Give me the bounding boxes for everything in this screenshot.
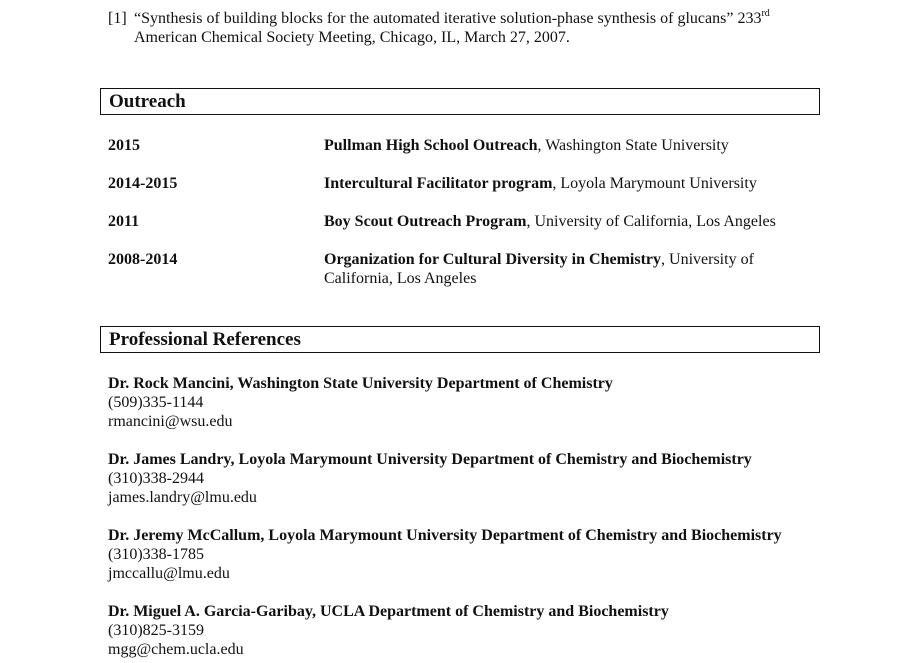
- outreach-institution: , University of California, Los Angeles: [526, 213, 776, 230]
- reference-name: Dr. Jeremy McCallum, Loyola Marymount University Department of Chemistry and Biochemistry: [108, 527, 782, 544]
- reference-entry: [108, 450, 848, 507]
- outreach-program: Organization for Cultural Diversity in Chemistry: [324, 251, 662, 268]
- outreach-program: Intercultural Facilitator program: [324, 175, 553, 192]
- outreach-description: [324, 136, 794, 155]
- outreach-institution: , Loyola Marymount University: [552, 175, 757, 192]
- reference-name: Dr. Miguel A. Garcia-Garibay, UCLA Department of Chemistry and Biochemistry: [108, 603, 669, 620]
- reference-email: rmancini@wsu.edu: [108, 413, 233, 430]
- reference-email: james.landry@lmu.edu: [108, 489, 257, 506]
- publication-entry: [108, 9, 828, 47]
- reference-email: mgg@chem.ucla.edu: [108, 641, 244, 658]
- publication-superscript: rd: [761, 8, 770, 19]
- publication-text-line-1: “Synthesis of building blocks for the automated iterative solution-phase synthesis of glucans” 233: [134, 10, 762, 27]
- reference-name: Dr. James Landry, Loyola Marymount University Department of Chemistry and Biochemistry: [108, 451, 752, 468]
- outreach-institution: , Washington State University: [537, 137, 729, 154]
- reference-email: jmccallu@lmu.edu: [108, 565, 230, 582]
- outreach-description: [324, 174, 794, 193]
- publication-number: [1]: [108, 10, 127, 27]
- references-section-header: Professional References: [100, 326, 820, 353]
- reference-entry: [108, 374, 848, 431]
- publication-line-1: [108, 9, 828, 28]
- outreach-year: 2014-2015: [108, 175, 178, 192]
- reference-phone: (310)825-3159: [108, 622, 204, 639]
- reference-phone: (310)338-2944: [108, 470, 204, 487]
- outreach-description: [324, 212, 794, 231]
- outreach-year: 2011: [108, 213, 140, 230]
- reference-entry: [108, 602, 848, 659]
- outreach-year: 2015: [108, 137, 140, 154]
- reference-entry: [108, 526, 848, 583]
- reference-name: Dr. Rock Mancini, Washington State University Department of Chemistry: [108, 375, 613, 392]
- outreach-institution: , University of California, Los Angeles: [324, 251, 754, 287]
- reference-phone: (310)338-1785: [108, 546, 204, 563]
- publication-text-line-2: American Chemical Society Meeting, Chicago, IL, March 27, 2007.: [134, 29, 570, 46]
- outreach-program: Pullman High School Outreach: [324, 137, 538, 154]
- outreach-description: [324, 250, 794, 288]
- outreach-section-header: Outreach: [100, 88, 820, 115]
- outreach-program: Boy Scout Outreach Program: [324, 213, 527, 230]
- reference-phone: (509)335-1144: [108, 394, 204, 411]
- outreach-year: 2008-2014: [108, 251, 178, 268]
